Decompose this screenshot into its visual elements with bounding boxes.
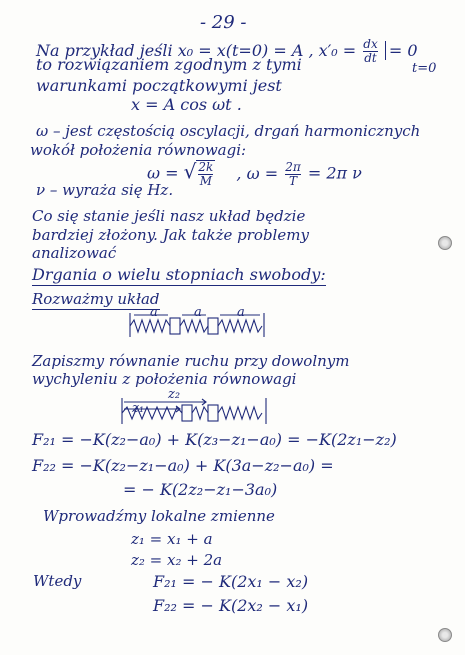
text-line-13-text: Rozważmy układ bbox=[32, 290, 160, 308]
fraction-2k-M bbox=[196, 160, 215, 188]
solution-formula: x = A cos ωt . bbox=[131, 95, 242, 114]
fraction-numerator: 2π bbox=[285, 159, 301, 174]
spring-2 bbox=[192, 407, 208, 419]
text-line-6: wokół położenia równowagi: bbox=[30, 141, 247, 159]
equation-f22-cont: = − K(2z₂−z₁−3a₀) bbox=[123, 480, 278, 499]
mass-2 bbox=[208, 318, 218, 334]
equation-f22: F₂₂ = −K(z₂−z₁−a₀) + K(3a−z₂−a₀) = bbox=[32, 456, 334, 475]
equation-f21-final: F₂₁ = − K(2x₁ − x₂) bbox=[153, 572, 309, 591]
fraction-numerator: 2k bbox=[198, 160, 214, 174]
eval-subscript: t=0 bbox=[412, 61, 437, 76]
spring-2 bbox=[180, 320, 208, 332]
text-line-1-start: Na przykład jeśli x₀ = x(t=0) = A , x′₀ = bbox=[36, 41, 357, 61]
binder-hole-top bbox=[438, 236, 452, 250]
text-line-10: bardziej złożony. Jak także problemy bbox=[32, 226, 309, 244]
page-number: - 29 - bbox=[200, 12, 247, 33]
variable-z2: z₂ = x₂ + 2a bbox=[131, 551, 223, 569]
dim-label-a3: a bbox=[237, 305, 245, 320]
fraction-numerator: dx bbox=[363, 37, 378, 51]
text-line-2: to rozwiązaniem zgodnym z tymi bbox=[36, 55, 302, 74]
text-line-5: ω – jest częstością oscylacji, drgań harmonicznych bbox=[36, 122, 421, 140]
text-line-16: Wprowadźmy lokalne zmienne bbox=[43, 507, 275, 525]
section-heading-text: Drgania o wielu stopniach swobody: bbox=[32, 265, 326, 284]
spring-3 bbox=[218, 407, 262, 419]
text-line-3: warunkami początkowymi jest bbox=[36, 76, 282, 95]
fraction-denominator: M bbox=[199, 174, 212, 189]
text-line-14: Zapiszmy równanie ruchu przy dowolnym bbox=[32, 352, 350, 370]
mass-1 bbox=[182, 405, 192, 421]
text-line-11: analizować bbox=[32, 244, 117, 262]
text-line-8: ν – wyraża się Hz. bbox=[36, 181, 174, 199]
text-line-1-end: = 0 bbox=[385, 41, 418, 60]
section-heading bbox=[32, 267, 326, 283]
spring-3 bbox=[218, 320, 262, 332]
text-line-13 bbox=[32, 292, 160, 307]
sqrt-sign: √ bbox=[183, 159, 197, 184]
fraction-dx-dt bbox=[363, 38, 377, 65]
omega-eq-2: , ω = bbox=[236, 163, 279, 183]
dim-label-z2: z₂ bbox=[168, 387, 181, 402]
omega-eq-3: = 2π ν bbox=[307, 163, 362, 183]
dim-label-z1: z₁ bbox=[132, 401, 145, 416]
variable-z1: z₁ = x₁ + a bbox=[131, 530, 213, 548]
fraction-denominator: T bbox=[288, 173, 297, 188]
spring-1 bbox=[130, 320, 170, 332]
binder-hole-bottom bbox=[438, 628, 452, 642]
equation-f22-final: F₂₂ = − K(2x₂ − x₁) bbox=[153, 596, 309, 615]
omega-eq-1: ω = bbox=[147, 163, 179, 183]
text-line-15: wychyleniu z położenia równowagi bbox=[32, 370, 297, 388]
mass-1 bbox=[170, 318, 180, 334]
equation-f21: F₂₁ = −K(z₂−a₀) + K(z₃−z₁−a₀) = −K(2z₁−z₂) bbox=[32, 430, 397, 449]
mass-2 bbox=[208, 405, 218, 421]
then-label: Wtedy bbox=[33, 572, 82, 590]
dim-label-a1: a bbox=[150, 305, 158, 320]
fraction-2pi-T bbox=[285, 161, 301, 188]
fraction-denominator: dt bbox=[364, 51, 377, 66]
text-line-9: Co się stanie jeśli nasz układ będzie bbox=[32, 207, 306, 225]
dim-label-a2: a bbox=[194, 305, 202, 320]
omega-formula bbox=[147, 160, 362, 188]
